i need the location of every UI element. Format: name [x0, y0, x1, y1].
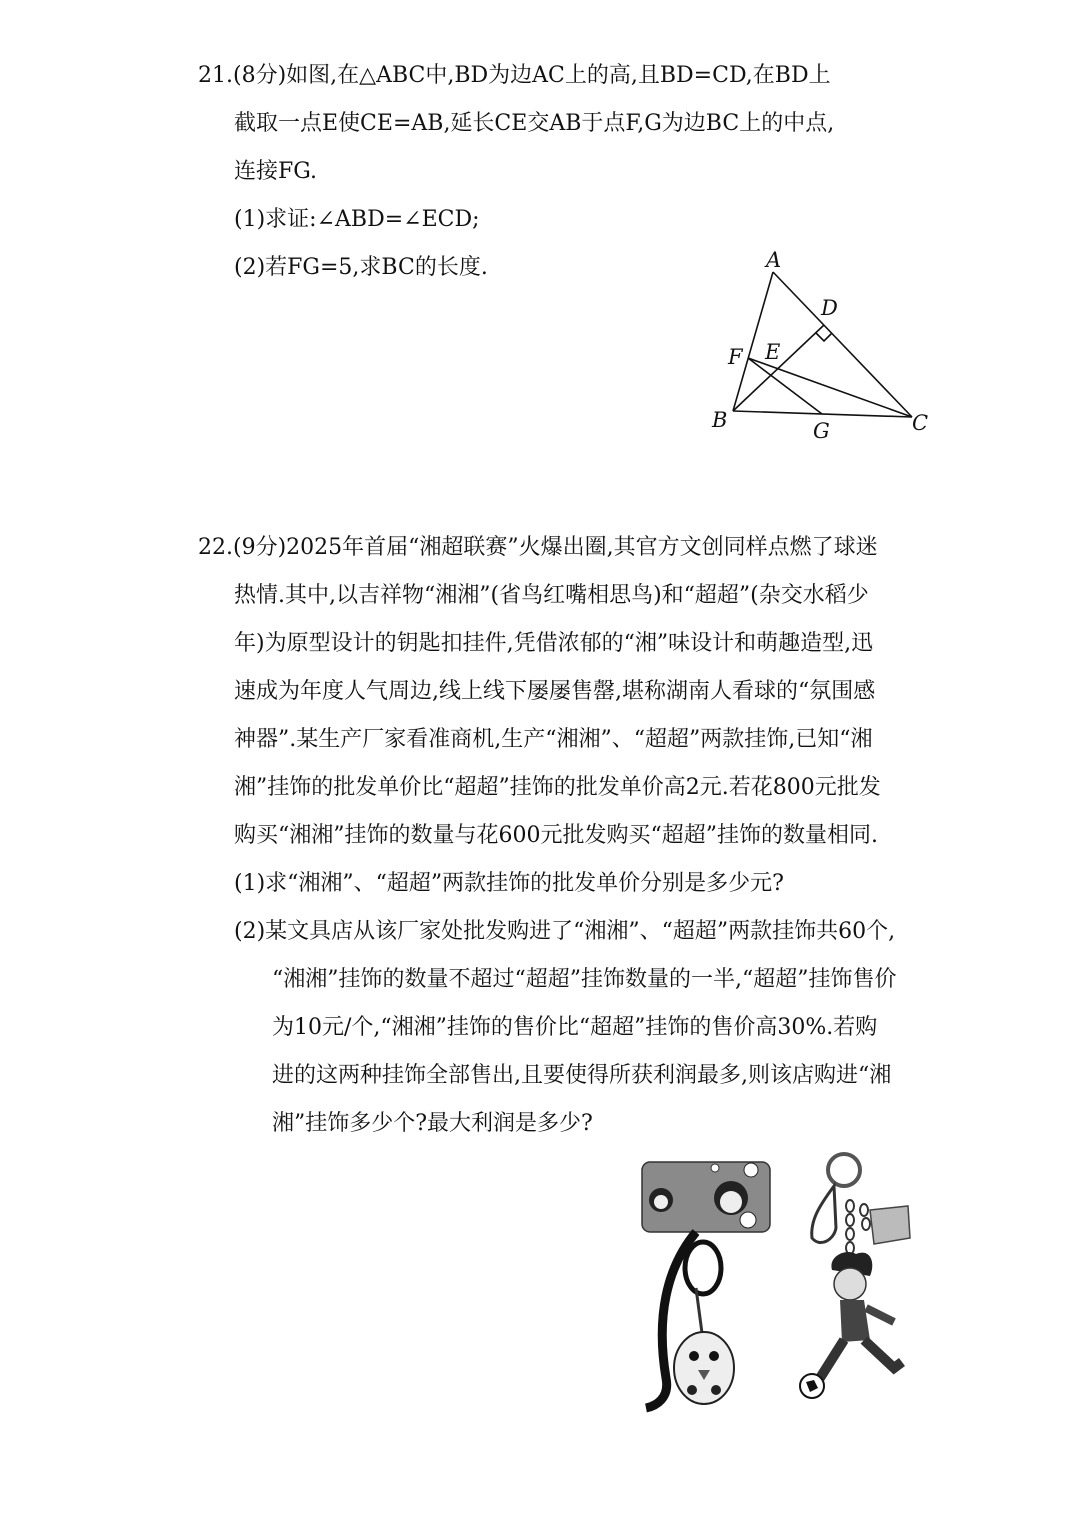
keychain-xiangxiang-image	[636, 1158, 776, 1413]
q22-part-2-line-4: 进的这两种挂饰全部售出,且要使得所获利润最多,则该店购进“湘	[272, 1063, 892, 1088]
label-c: C	[912, 411, 929, 435]
q21-part-1: (1)求证:∠ABD=∠ECD;	[234, 207, 480, 232]
side-bc	[733, 411, 912, 417]
label-a: A	[766, 248, 782, 272]
q21-part-2: (2)若FG=5,求BC的长度.	[234, 255, 488, 280]
q21-line-1: 21.(8分)如图,在△ABC中,BD为边AC上的高,且BD=CD,在BD上	[198, 63, 831, 88]
label-g: G	[813, 419, 830, 443]
q22-line-7: 购买“湘湘”挂饰的数量与花600元批发购买“超超”挂饰的数量相同.	[234, 823, 878, 848]
side-ac	[773, 272, 912, 417]
q21-line-2: 截取一点E使CE=AB,延长CE交AB于点F,G为边BC上的中点,	[234, 111, 835, 136]
q22-part-1: (1)求“湘湘”、“超超”两款挂饰的批发单价分别是多少元?	[234, 871, 784, 896]
q22-line-1: 22.(9分)2025年首届“湘超联赛”火爆出圈,其官方文创同样点燃了球迷	[198, 535, 878, 560]
q22-part-2-line-2: “湘湘”挂饰的数量不超过“超超”挂饰数量的一半,“超超”挂饰售价	[272, 967, 897, 992]
q22-line-2: 热情.其中,以吉祥物“湘湘”(省鸟红嘴相思鸟)和“超超”(杂交水稻少	[234, 583, 869, 608]
q22-line-3: 年)为原型设计的钥匙扣挂件,凭借浓郁的“湘”味设计和萌趣造型,迅	[234, 631, 874, 656]
right-angle-mark	[816, 333, 832, 341]
q22-line-5: 神器”.某生产厂家看准商机,生产“湘湘”、“超超”两款挂饰,已知“湘	[234, 727, 873, 752]
label-f: F	[728, 345, 743, 369]
q22-part-2-line-5: 湘”挂饰多少个?最大利润是多少?	[272, 1111, 593, 1136]
q22-part-2-line-3: 为10元/个,“湘湘”挂饰的售价比“超超”挂饰的售价高30%.若购	[272, 1015, 878, 1040]
segment-cf	[748, 358, 912, 417]
triangle-figure	[700, 245, 950, 445]
label-e: E	[765, 340, 781, 364]
q22-line-4: 速成为年度人气周边,线上线下屡屡售罄,堪称湖南人看球的“氛围感	[234, 679, 876, 704]
label-d: D	[821, 296, 838, 320]
label-b: B	[712, 408, 728, 432]
q22-line-6: 湘”挂饰的批发单价比“超超”挂饰的批发单价高2元.若花800元批发	[234, 775, 881, 800]
q21-line-3: 连接FG.	[234, 159, 318, 184]
altitude-bd	[733, 325, 824, 411]
q22-part-2-line-1: (2)某文具店从该厂家处批发购进了“湘湘”、“超超”两款挂饰共60个,	[234, 919, 896, 944]
keychain-chaochao-image	[790, 1150, 920, 1412]
question-22	[198, 524, 948, 1148]
